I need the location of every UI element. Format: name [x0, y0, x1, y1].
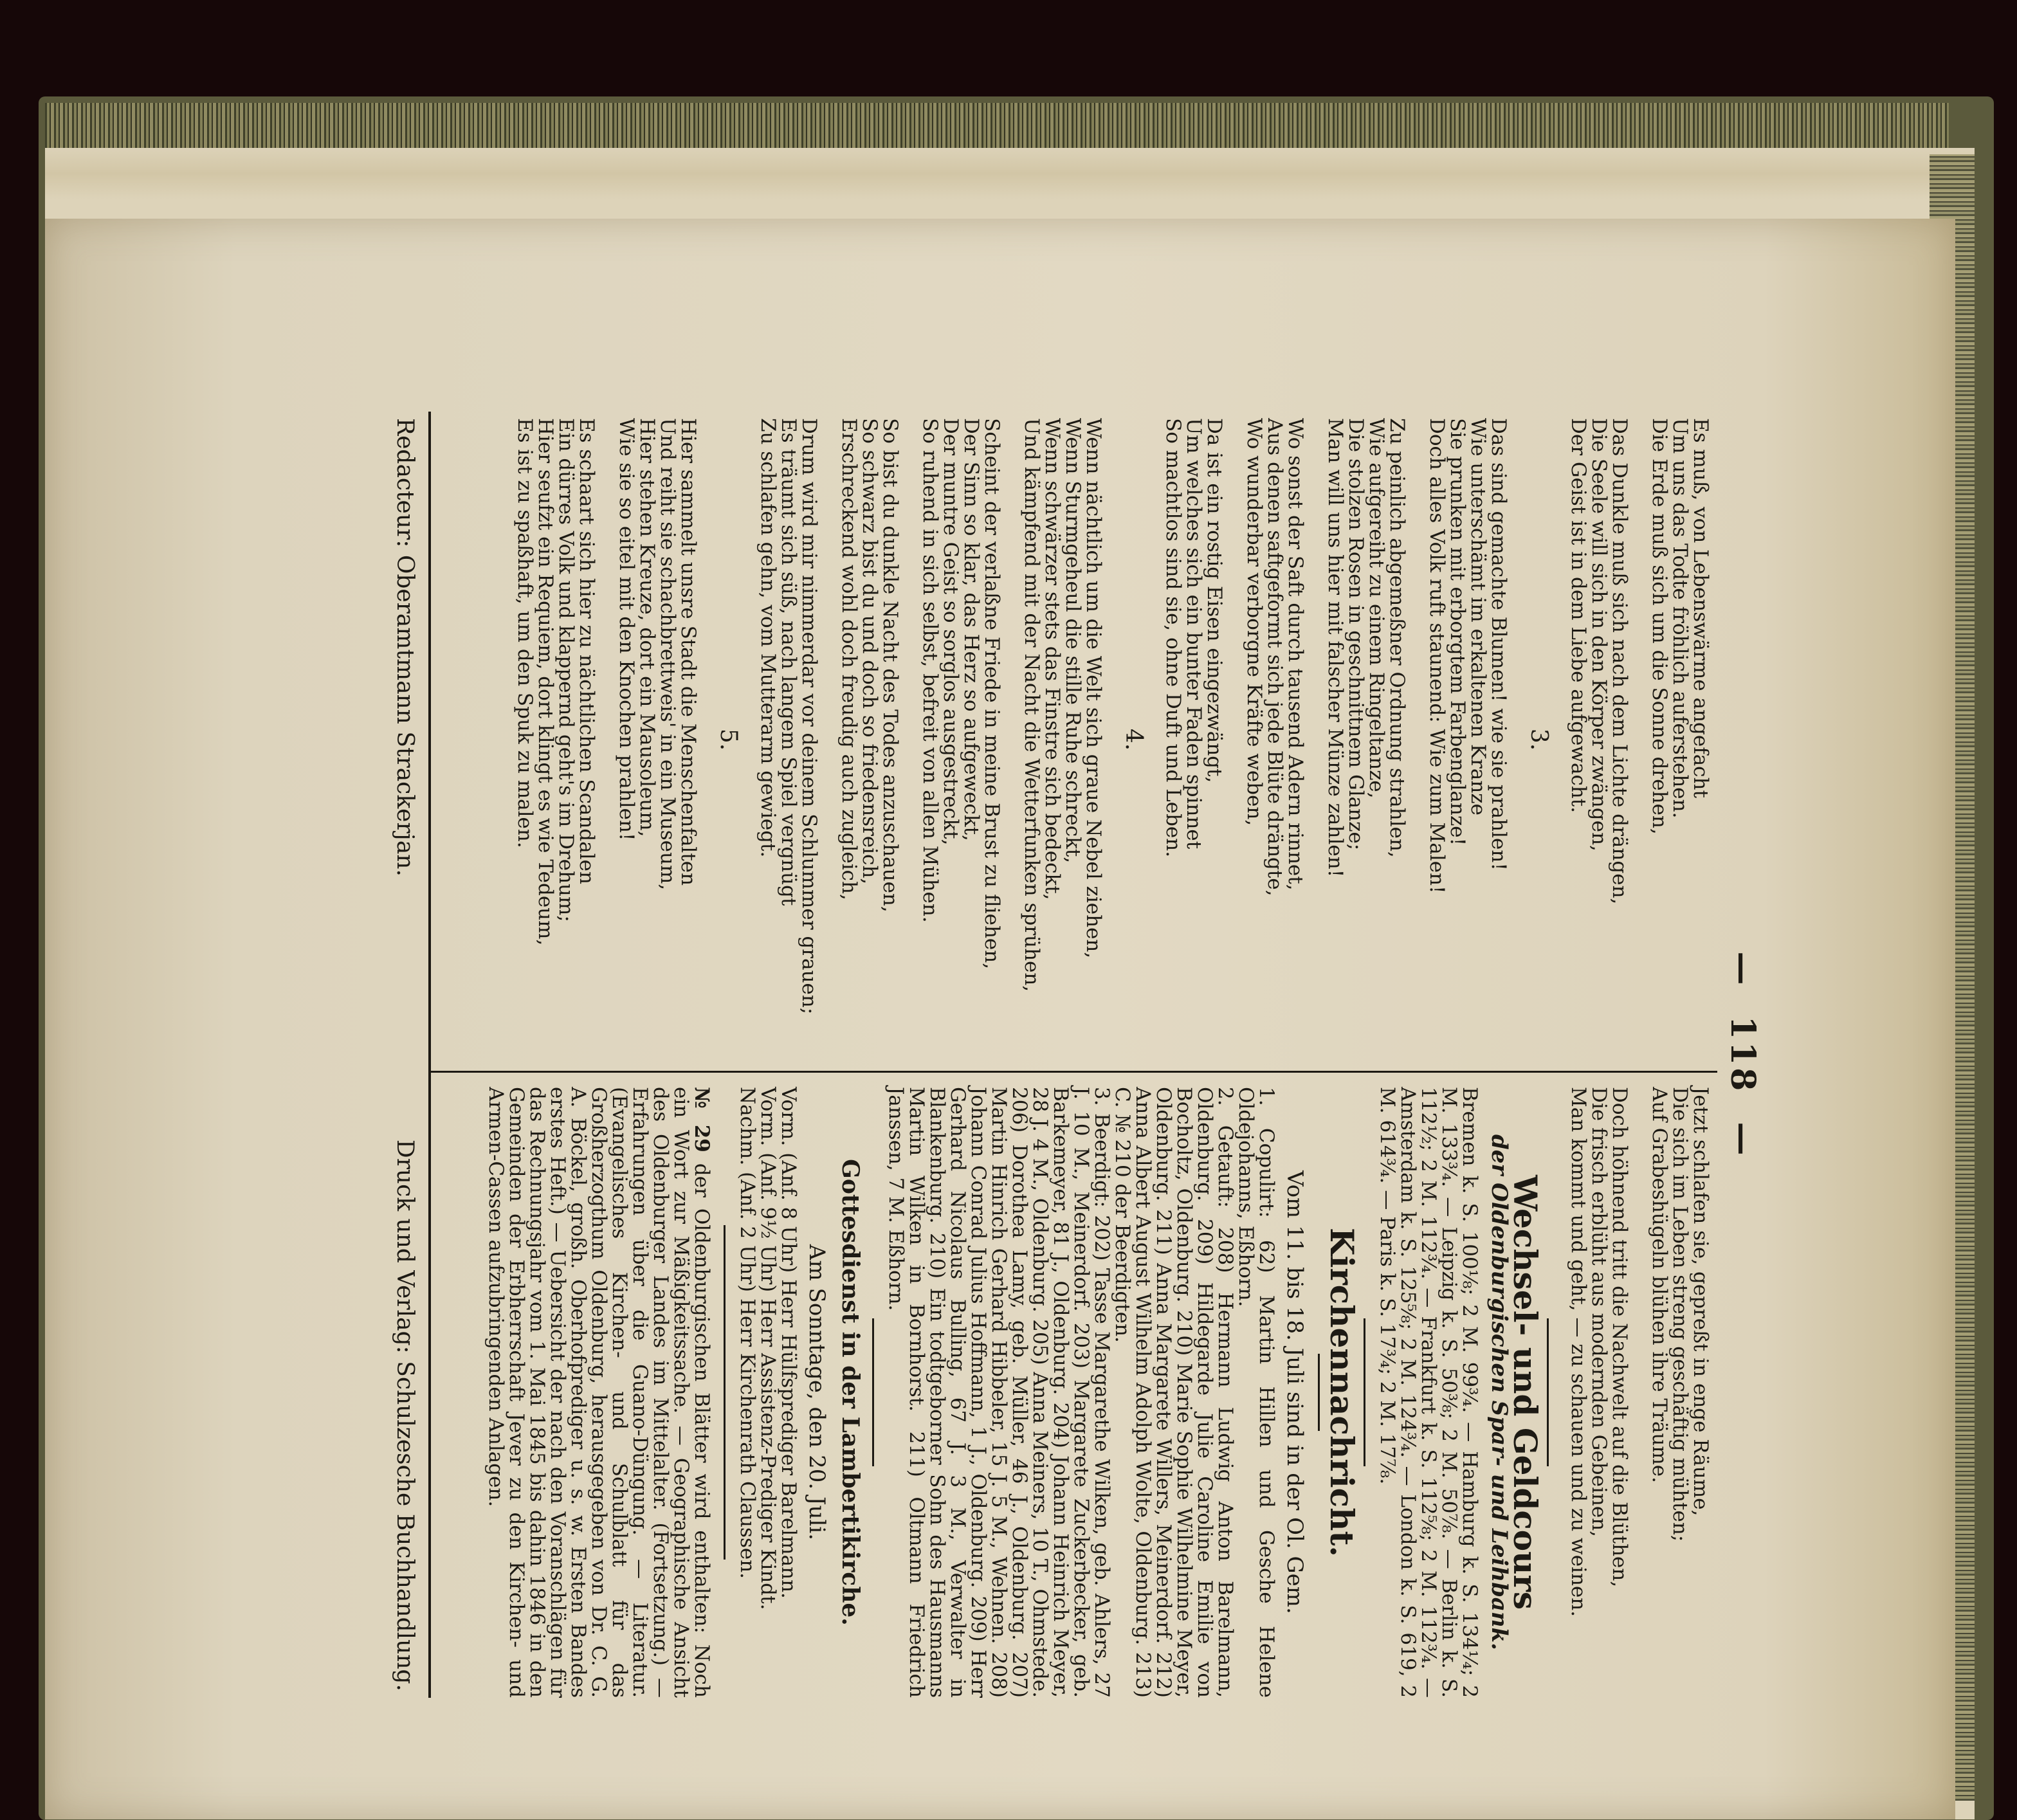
section-rule [1318, 1354, 1320, 1431]
stanza [1325, 418, 1407, 1061]
verse-line: Es schaart sich hier zu nächtlichen Scandalen [575, 418, 598, 884]
verse-line: So machtlos sind sie, ohne Duft und Leben. [1162, 418, 1185, 858]
church-news-burials: 3. Beerdigt: 202) Tasse Margarethe Wilken, geb. Ahlers, 27 J. 10 M., Meinerdorf. 203) Margarete Zuckerbecker, geb. Barkemeyer, 81 J., Oldenburg. 204) Johann Heinrich Meyer, 28 J. 4 M., Oldenburg. 205) Anna Meiners, 10 T., Ohmstede. 206) Dorothea Lamy, geb. Müller, 46 J., Oldenburg. 207) Martin Hinrich Gerhard Hibbeler, 15 J. 5 M., Wehnen. 208) Johann Conrad Julius Hoffmann, 1 J., Oldenburg. 209) Herr Gerhard Nicolaus Bulling, 67 J. 3 M., Verwalter in Blankenburg. 210) Ein todtgeborner Sohn des Hausmanns Martin Wilken in Bornhorst. 211) Oltmann Friedrich Janssen, 7 M. Eßhorn. [884, 1087, 1113, 1698]
verse-line: Hier sammelt unsre Stadt die Menschenfalten [677, 418, 700, 886]
stanza [1427, 418, 1509, 1061]
verse-line: Und reiht sie schachbrettweis' in ein Museum, [656, 418, 679, 891]
service-date: Am Sonntage, den 20. Juli. [804, 1244, 830, 1541]
stanza [1244, 418, 1306, 1061]
verse-line: Wie sie so eitel mit den Knochen prahlen! [615, 418, 638, 841]
footer-publisher: Druck und Verlag: Schulzesche Buchhandlung. [392, 1139, 418, 1691]
verse-line: So bist du dunkle Nacht des Todes anzuschauen, [879, 418, 902, 913]
verse-line: Man kommt und geht, — zu schauen und zu weinen. [1567, 1087, 1590, 1617]
page-header: — 118 — [1723, 951, 1762, 1158]
service-title: Gottesdienst in der Lambertikirche. [837, 1159, 864, 1626]
verse-line: Und kämpfend mit der Nacht die Wetterfunken sprühen, [1020, 418, 1043, 992]
verse-line: Um uns das Todte fröhlich auferstehen. [1668, 418, 1692, 819]
verse-line: Doch alles Volk ruft staunend: Wie zum Malen! [1425, 418, 1448, 894]
section-rule [1364, 1318, 1365, 1466]
verse-line: So ruhend in sich selbst, befreit von allen Mühen. [918, 418, 942, 923]
verse-line: Da ist ein rostig Eisen eingezwängt, [1203, 418, 1226, 783]
verse-line: Es ist zu spaßhaft, um den Spuk zu malen. [513, 418, 536, 848]
stanza [758, 418, 819, 1061]
verse-line: Doch höhnend tritt die Nachwelt auf die Blüthen, [1608, 1087, 1631, 1588]
issue-notice [486, 1087, 712, 1698]
verse-line: Hier seufzt ein Requiem, dort klingt es wie Tedeum, [534, 418, 557, 946]
speckled-page-edge-top [45, 103, 1949, 154]
verse-line: Wie aufgereiht zu einem Ringeltanze, [1365, 418, 1388, 799]
exchange-rates-text: Bremen k. S. 100⅛; 2 M. 99¾. — Hamburg k. S. 134¼; 2 M. 133¾. — Leipzig k. S. 50⅜; 2 M. 50⅞. — Berlin k. S. 112½; 2 M. 112¾. — Frankfurt k. S. 112⅝; 2 M. 112¾. — Amsterdam k. S. 125⅝; 2 M. 124¾. — London k. S. 619, 2 M. 614¾. — Paris k. S. 17¾; 2 M. 17⅞. [1376, 1087, 1481, 1698]
verse-line: Erschreckend wohl doch freudig auch zugleich, [837, 418, 861, 900]
column-divider [431, 1071, 1717, 1073]
service-line: Vorm. (Anf. 9½ Uhr) Herr Assistenz-Prediger Kindt. [756, 1087, 780, 1610]
verse-line: Der Geist ist in dem Liebe aufgewacht. [1567, 418, 1590, 814]
stanza [839, 418, 900, 1061]
verse-line: Wenn schwärzer stets das Finstre sich bedeckt, [1041, 418, 1064, 900]
verse-line: Zu peinlich abgemeßner Ordnung strahlen, [1385, 418, 1409, 858]
issue-number: № 29 [690, 1087, 713, 1152]
verse-line: Ein dürres Volk und klappernd geht's im Drehum; [554, 418, 578, 922]
verse-line: Es träumt sich süß, nach langem Spiel vergnügt [777, 418, 800, 906]
verse-line: So schwarz bist du und doch so friedensreich, [858, 418, 881, 885]
stanza [1568, 418, 1630, 1061]
right-column [486, 1087, 1711, 1698]
verse-line: Wenn nächtlich um die Welt sich graue Nebel ziehen, [1082, 418, 1105, 959]
verse-line: Drum wird mir nimmerdar vor deinem Schlummer grauen; [798, 418, 821, 1015]
stanza [1568, 1087, 1630, 1698]
verse-line: Wo sonst der Saft durch tausend Adern rinnet, [1284, 418, 1307, 891]
verse-line: Um welches sich ein bunter Faden spinnet [1182, 418, 1205, 850]
left-column [495, 418, 1711, 1061]
footer-rule [428, 412, 431, 1698]
exchange-rates-subtitle: der Oldenburgischen Spar- und Leihbank. [1486, 1134, 1512, 1651]
footer-editor: Redacteur: Oberamtmann Strackerjan. [392, 418, 418, 877]
verse-line: Die Erde muß sich um die Sonne drehen, [1648, 418, 1671, 835]
stanza [616, 418, 698, 1061]
issue-notice-text: der Oldenburgischen Blätter wird enthalten: Noch ein Wort zur Mäßigkeitssache. — Geographische Ansicht des Oldenburger Landes im Mittelalter. (Fortsetzung.) — Erfahrungen über die Guano-Düngung. — Literatur. (Evangelisches Kirchen- und Schulblatt für das Großherzogthum Oldenburg, herausgegeben von Dr. C. G. A. Böckel, großh. Oberhofprediger u. s. w. Ersten Bandes erstes Heft.) — Uebersicht der nach den Voranschlägen für das Rechnungsjahr vom 1. Mai 1845 bis dahin 1846 in den Gemeinden der Erbherrschaft Jever zu den Kirchen- und Armen-Cassen aufzubringenden Anlagen. [484, 1087, 713, 1698]
poem-number: 3. [1526, 728, 1552, 751]
exchange-rates-title: Wechsel- und Geldcours [1506, 1175, 1544, 1610]
church-news-marriages: 1. Copulirt: 62) Martin Hillen und Gesche Helene Oldejohanns, Eßhorn. [1234, 1087, 1278, 1698]
verse-line: Jetzt schlafen sie, gepreßt in enge Räume, [1689, 1087, 1712, 1516]
stanza [515, 418, 597, 1061]
service-line: Nachm. (Anf. 2 Uhr) Herr Kirchenrath Claussen. [736, 1087, 759, 1579]
stanza [1649, 1087, 1711, 1698]
stanza [1649, 418, 1711, 1061]
verse-line: Sie prunken mit erborgtem Farbenglanze! [1446, 418, 1469, 846]
verse-line: Die stolzen Rosen in geschnittnem Glanze; [1344, 418, 1367, 851]
section-rule [872, 1318, 874, 1466]
section-rule [724, 1225, 726, 1560]
stanza [1021, 418, 1104, 1061]
verse-line: Wie unterschämt im erkaltenen Kranze [1466, 418, 1490, 815]
service-line: Vorm. (Anf. 8 Uhr) Herr Hülfsprediger Barelmann. [777, 1087, 800, 1599]
verse-line: Wo wunderbar verborgne Kräfte weben, [1243, 418, 1266, 826]
verse-line: Auf Grabeshügeln blühen ihre Träume. [1648, 1087, 1671, 1483]
church-news-title: Kirchennachricht. [1323, 1228, 1361, 1557]
verse-line: Die Seele will sich in den Körper zwängen, [1587, 418, 1611, 851]
verse-line: Der muntre Geist so sorglos ausgestreckt, [939, 418, 962, 846]
verse-line: Aus denen saftgeformt sich jede Blüte drängte, [1263, 418, 1286, 896]
church-news-baptisms: 2. Getauft: 208) Hermann Ludwig Anton Barelmann, Oldenburg. 209) Hildegarde Julie Caroline Emilie von Bocholtz, Oldenburg. 210) Marie Sophie Wilhelmine Meyer, Oldenburg. 211) Anna Margarete Willers, Meinerdorf. 212) Anna Albert August Wilhelm Adolph Wolte, Oldenburg. 213) C. № 210 der Beerdigten. [1111, 1087, 1237, 1698]
verse-line: Der Sinn so klar, das Herz so aufgeweckt, [960, 418, 983, 841]
page-content [296, 412, 1762, 1698]
section-rule [1547, 1318, 1549, 1466]
verse-line: Das Dunkle muß sich nach dem Lichte drängen, [1608, 418, 1631, 905]
stanza [920, 418, 1002, 1061]
verse-line: Man will uns hier mit falscher Münze zahlen! [1324, 418, 1347, 878]
verse-line: Zu schlafen gehn, vom Mutterarm gewiegt. [756, 418, 780, 858]
poem-number: 5. [715, 728, 742, 751]
verse-line: Scheint der verlaßne Friede in meine Brust zu fliehen, [980, 418, 1003, 970]
church-news-range: Vom 11. bis 18. Juli sind in der Ol. Gem. [1282, 1170, 1308, 1614]
stanza [1163, 418, 1225, 1061]
verse-line: Wenn Sturmgeheul die stille Ruhe schreckt, [1061, 418, 1084, 864]
page-footer [379, 412, 418, 1698]
verse-line: Die frisch erblüht aus modernden Gebeinen, [1587, 1087, 1611, 1538]
poem-number: 4. [1120, 728, 1147, 751]
verse-line: Die sich im Leben streng geschäftig mühten; [1668, 1087, 1692, 1542]
verse-line: Das sind gemachte Blumen! wie sie prahlen! [1487, 418, 1510, 871]
verse-line: Hier stehen Kreuze, dort ein Mausoleum, [635, 418, 659, 837]
page-number: 118 [1723, 1015, 1762, 1094]
verse-line: Es muß, von Lebenswärme angefacht [1689, 418, 1712, 798]
